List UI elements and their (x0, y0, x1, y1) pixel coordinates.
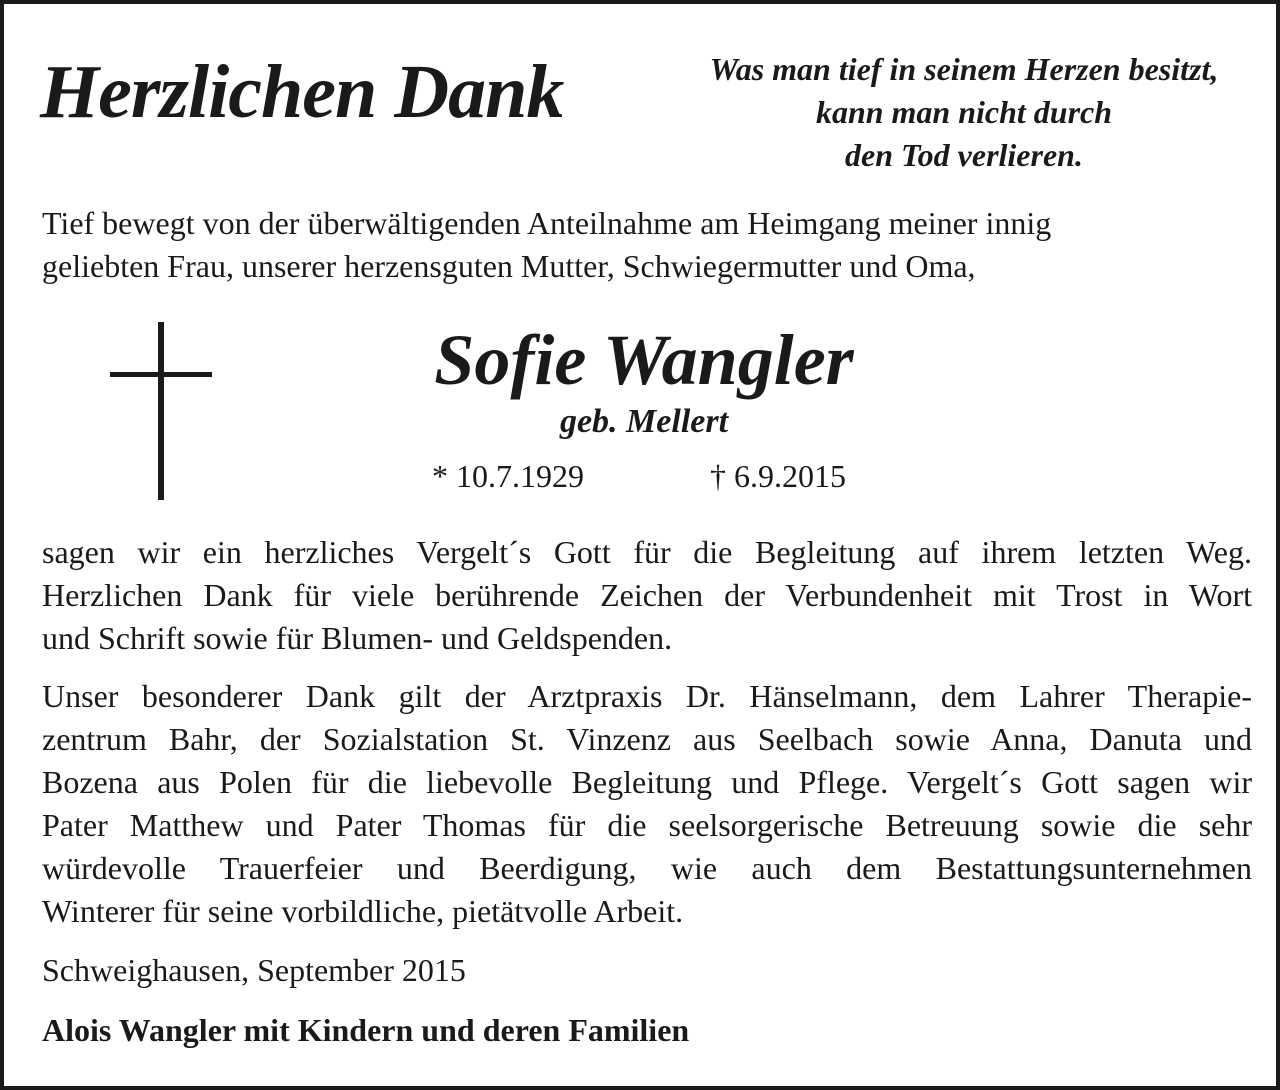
paragraph-line: würdevolle Trauerfeier und Beerdigung, wie auch dem Bestattungsunternehmen (42, 850, 1252, 886)
death-date: † 6.9.2015 (710, 458, 846, 494)
paragraph-line: zentrum Bahr, der Sozialstation St. Vinzenz aus Seelbach sowie Anna, Danuta und (42, 721, 1252, 757)
cross-vertical-bar (158, 322, 164, 500)
quote-line: kann man nicht durch (815, 94, 1113, 130)
cross-horizontal-bar (110, 372, 212, 377)
memorial-quote (674, 48, 1254, 177)
signature: Alois Wangler mit Kindern und deren Familien (42, 1012, 690, 1048)
intro-text (42, 202, 1252, 288)
paragraph-line: und Schrift sowie für Blumen- und Geldspenden. (42, 620, 673, 656)
paragraph-line: Herzlichen Dank für viele berührende Zeichen der Verbundenheit mit Trost in Wort (42, 577, 1252, 613)
paragraph-line: Pater Matthew und Pater Thomas für die seelsorgerische Betreuung sowie die sehr (42, 807, 1252, 843)
deceased-name: Sofie Wangler (434, 320, 854, 400)
quote-line: den Tod verlieren. (845, 137, 1083, 173)
place-date: Schweighausen, September 2015 (42, 952, 466, 988)
paragraph-line: sagen wir ein herzliches Vergelt´s Gott für die Begleitung auf ihrem letzten Weg. (42, 534, 1252, 570)
thanks-paragraph-2 (42, 675, 1252, 933)
maiden-name: geb. Mellert (559, 403, 729, 440)
intro-line: Tief bewegt von der überwältigenden Anteilnahme am Heimgang meiner innig (42, 205, 1052, 241)
intro-line: geliebten Frau, unserer herzensguten Mutter, Schwiegermutter und Oma, (42, 248, 976, 284)
heading-title: Herzlichen Dank (40, 50, 564, 134)
paragraph-line: Bozena aus Polen für die liebevolle Begleitung und Pflege. Vergelt´s Gott sagen wir (42, 764, 1252, 800)
paragraph-line: Winterer für seine vorbildliche, pietätvolle Arbeit. (42, 893, 684, 929)
cross-icon (110, 322, 212, 500)
thanks-paragraph-1 (42, 531, 1252, 660)
paragraph-line: Unser besonderer Dank gilt der Arztpraxis Dr. Hänselmann, dem Lahrer Therapie- (42, 678, 1252, 714)
quote-line: Was man tief in seinem Herzen besitzt, (709, 51, 1219, 87)
birth-date: * 10.7.1929 (432, 458, 584, 494)
